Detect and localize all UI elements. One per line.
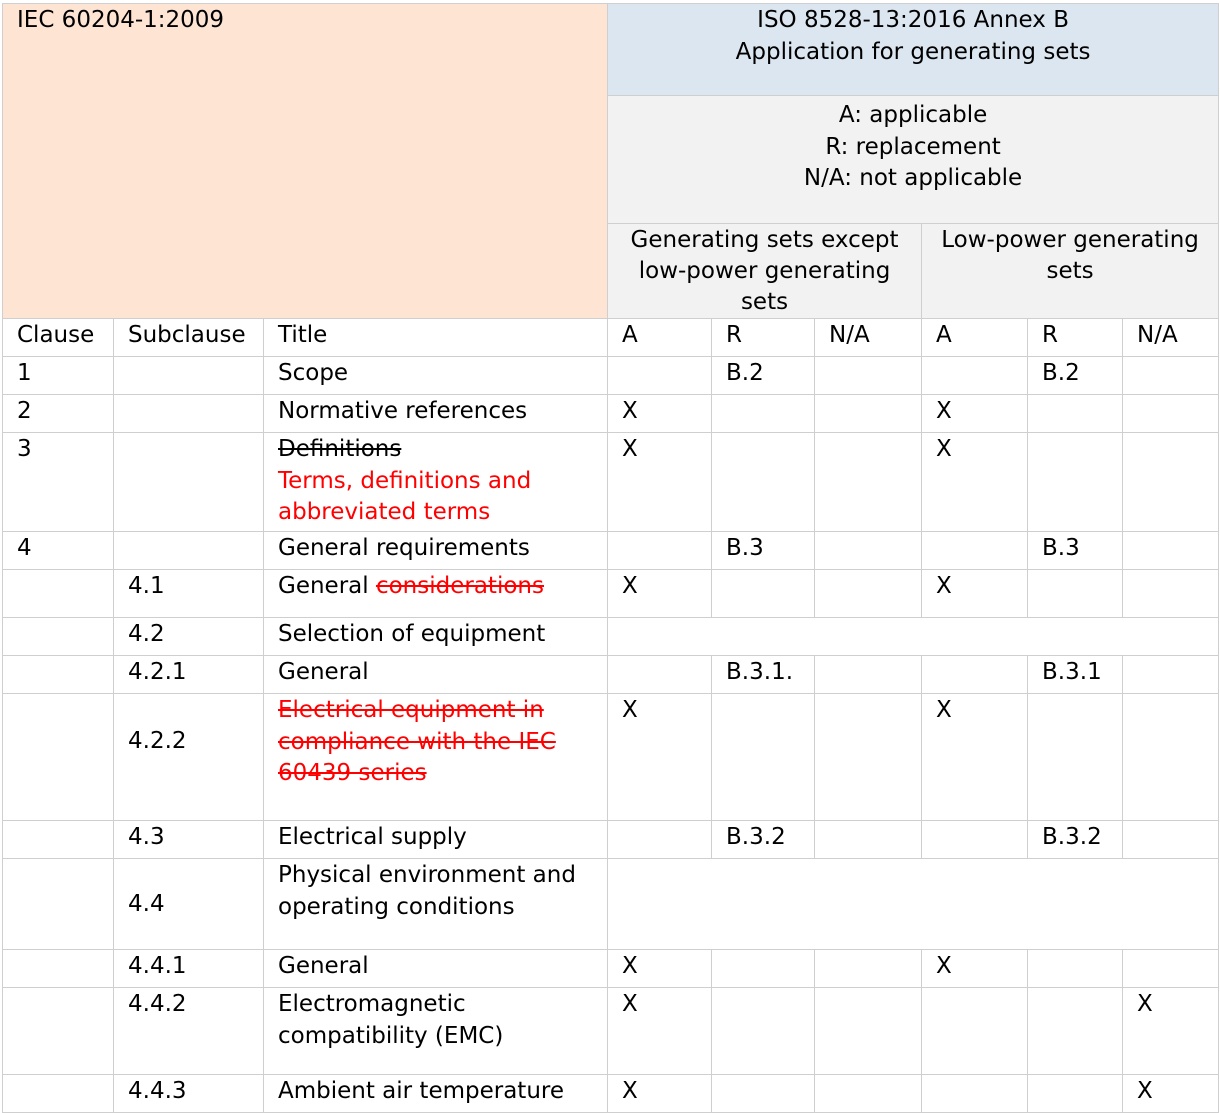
- table-row: [3, 859, 1219, 950]
- r-group2-cell: [1028, 694, 1123, 821]
- na-group2-cell: [1123, 395, 1219, 433]
- subclause-cell: 4.2.1: [114, 656, 264, 694]
- subclause-cell: [114, 357, 264, 395]
- legend-replacement: R: replacement: [825, 133, 1001, 160]
- subclause-cell: 4.4: [114, 859, 264, 950]
- na-group2-cell: X: [1123, 988, 1219, 1075]
- standards-comparison-table: [2, 3, 1219, 1113]
- na-group1-cell: [815, 656, 922, 694]
- clause-cell: [3, 656, 114, 694]
- a-group2-cell: [922, 357, 1028, 395]
- title-inserted-text: Terms, definitions and: [278, 467, 532, 494]
- subclause-cell: 4.2.2: [114, 694, 264, 821]
- r-group1-cell: [712, 694, 815, 821]
- a-group2-cell: [922, 532, 1028, 570]
- title-deleted-text: considerations: [375, 573, 544, 599]
- title-cell: Ambient air temperature: [264, 1075, 608, 1113]
- na-group1-cell: [815, 570, 922, 618]
- na-group1-cell: [815, 532, 922, 570]
- a-group2-cell: [922, 1075, 1028, 1113]
- clause-cell: [3, 988, 114, 1075]
- na-group2-cell: [1123, 656, 1219, 694]
- table-row: [3, 988, 1219, 1075]
- column-header-a-group2: A: [922, 319, 1028, 357]
- target-standard-header: [608, 4, 1219, 96]
- clause-cell: [3, 570, 114, 618]
- table-row: [3, 821, 1219, 859]
- r-group2-cell: [1028, 950, 1123, 988]
- table-row: [3, 656, 1219, 694]
- r-group2-cell: B.3.2: [1028, 821, 1123, 859]
- clause-cell: 1: [3, 357, 114, 395]
- r-group1-cell: [712, 1075, 815, 1113]
- na-group1-cell: [815, 821, 922, 859]
- target-standard-title: ISO 8528-13:2016 Annex B: [757, 7, 1069, 33]
- a-group2-cell: X: [922, 950, 1028, 988]
- a-group2-cell: [922, 656, 1028, 694]
- a-group1-cell: X: [608, 950, 712, 988]
- a-group2-cell: X: [922, 570, 1028, 618]
- clause-cell: [3, 694, 114, 821]
- table-row: [3, 395, 1219, 433]
- table-row: [3, 950, 1219, 988]
- title-cell: [264, 859, 608, 950]
- na-group1-cell: [815, 433, 922, 532]
- r-group1-cell: [712, 950, 815, 988]
- title-text: compatibility (EMC): [278, 1022, 504, 1049]
- clause-cell: [3, 618, 114, 656]
- subclause-cell: 4.3: [114, 821, 264, 859]
- a-group1-cell: X: [608, 1075, 712, 1113]
- title-cell: General: [264, 656, 608, 694]
- na-group1-cell: [815, 357, 922, 395]
- na-group1-cell: [815, 988, 922, 1075]
- legend-not-applicable: N/A: not applicable: [803, 165, 1023, 191]
- clause-cell: [3, 859, 114, 950]
- subclause-cell: 4.1: [114, 570, 264, 618]
- title-cell: [264, 570, 608, 618]
- na-group1-cell: [815, 694, 922, 821]
- table-row: [3, 532, 1219, 570]
- r-group2-cell: [1028, 395, 1123, 433]
- r-group1-cell: B.3.2: [712, 821, 815, 859]
- na-group2-cell: [1123, 950, 1219, 988]
- clause-cell: 4: [3, 532, 114, 570]
- a-group2-cell: [922, 988, 1028, 1075]
- subclause-cell: [114, 532, 264, 570]
- title-text: Physical environment and: [278, 862, 576, 888]
- na-group2-cell: [1123, 694, 1219, 821]
- legend-cell: [608, 96, 1219, 224]
- r-group1-cell: B.3.1.: [712, 656, 815, 694]
- title-cell: Selection of equipment: [264, 618, 608, 656]
- na-group1-cell: [815, 1075, 922, 1113]
- title-text: operating conditions: [278, 893, 515, 920]
- r-group1-cell: [712, 988, 815, 1075]
- na-group2-cell: [1123, 821, 1219, 859]
- title-inserted-text: abbreviated terms: [278, 499, 491, 525]
- title-cell: Normative references: [264, 395, 608, 433]
- title-cell: [264, 694, 608, 821]
- a-group2-cell: [922, 821, 1028, 859]
- title-cell: [264, 988, 608, 1075]
- subclause-cell: 4.4.3: [114, 1075, 264, 1113]
- subclause-cell: 4.4.1: [114, 950, 264, 988]
- a-group1-cell: [608, 532, 712, 570]
- title-cell: General requirements: [264, 532, 608, 570]
- column-header-subclause: Subclause: [114, 319, 264, 357]
- title-text: Electromagnetic: [278, 991, 466, 1017]
- na-group2-cell: X: [1123, 1075, 1219, 1113]
- table-row: [3, 357, 1219, 395]
- r-group1-cell: [712, 395, 815, 433]
- column-header-na-group1: N/A: [815, 319, 922, 357]
- na-group2-cell: [1123, 532, 1219, 570]
- a-group1-cell: X: [608, 694, 712, 821]
- table-row: [3, 570, 1219, 618]
- merged-empty-cell: [608, 618, 1219, 656]
- r-group1-cell: [712, 570, 815, 618]
- na-group2-cell: [1123, 357, 1219, 395]
- table-row: [3, 618, 1219, 656]
- column-header-r-group2: R: [1028, 319, 1123, 357]
- column-header-clause: Clause: [3, 319, 114, 357]
- clause-cell: 2: [3, 395, 114, 433]
- group-header-standard-sets: Generating sets except low-power generating sets: [608, 224, 922, 319]
- r-group2-cell: B.3: [1028, 532, 1123, 570]
- table-row: [3, 694, 1219, 821]
- target-standard-subtitle: Application for generating sets: [735, 38, 1091, 65]
- na-group2-cell: [1123, 433, 1219, 532]
- title-deleted-text: 60439 series: [278, 760, 427, 786]
- r-group1-cell: B.2: [712, 357, 815, 395]
- a-group1-cell: X: [608, 395, 712, 433]
- column-header-a-group1: A: [608, 319, 712, 357]
- subclause-cell: 4.2: [114, 618, 264, 656]
- subclause-cell: [114, 395, 264, 433]
- a-group1-cell: X: [608, 433, 712, 532]
- title-deleted-text: Definitions: [278, 436, 402, 462]
- table-row: [3, 433, 1219, 532]
- a-group2-cell: X: [922, 694, 1028, 821]
- r-group1-cell: B.3: [712, 532, 815, 570]
- subclause-cell: [114, 433, 264, 532]
- r-group2-cell: [1028, 988, 1123, 1075]
- column-header-na-group2: N/A: [1123, 319, 1219, 357]
- clause-cell: 3: [3, 433, 114, 532]
- r-group2-cell: B.2: [1028, 357, 1123, 395]
- merged-empty-cell: [608, 859, 1219, 950]
- r-group1-cell: [712, 433, 815, 532]
- table-row: [3, 1075, 1219, 1113]
- title-cell: General: [264, 950, 608, 988]
- subclause-cell: 4.4.2: [114, 988, 264, 1075]
- title-deleted-text: compliance with the IEC: [278, 728, 556, 755]
- clause-cell: [3, 1075, 114, 1113]
- title-deleted-text: Electrical equipment in: [278, 697, 544, 723]
- r-group2-cell: [1028, 570, 1123, 618]
- a-group1-cell: [608, 821, 712, 859]
- a-group1-cell: [608, 656, 712, 694]
- a-group1-cell: X: [608, 988, 712, 1075]
- title-cell: [264, 433, 608, 532]
- column-header-title: Title: [264, 319, 608, 357]
- na-group1-cell: [815, 395, 922, 433]
- na-group1-cell: [815, 950, 922, 988]
- na-group2-cell: [1123, 570, 1219, 618]
- source-standard-header: IEC 60204-1:2009: [3, 4, 608, 319]
- a-group2-cell: X: [922, 433, 1028, 532]
- r-group2-cell: [1028, 1075, 1123, 1113]
- legend-applicable: A: applicable: [838, 102, 988, 128]
- group-header-low-power-sets: Low-power generating sets: [922, 224, 1219, 319]
- a-group2-cell: X: [922, 395, 1028, 433]
- clause-cell: [3, 821, 114, 859]
- r-group2-cell: [1028, 433, 1123, 532]
- column-header-r-group1: R: [712, 319, 815, 357]
- a-group1-cell: [608, 357, 712, 395]
- clause-cell: [3, 950, 114, 988]
- title-cell: Electrical supply: [264, 821, 608, 859]
- a-group1-cell: X: [608, 570, 712, 618]
- title-cell: Scope: [264, 357, 608, 395]
- r-group2-cell: B.3.1: [1028, 656, 1123, 694]
- title-text: General: [278, 573, 369, 599]
